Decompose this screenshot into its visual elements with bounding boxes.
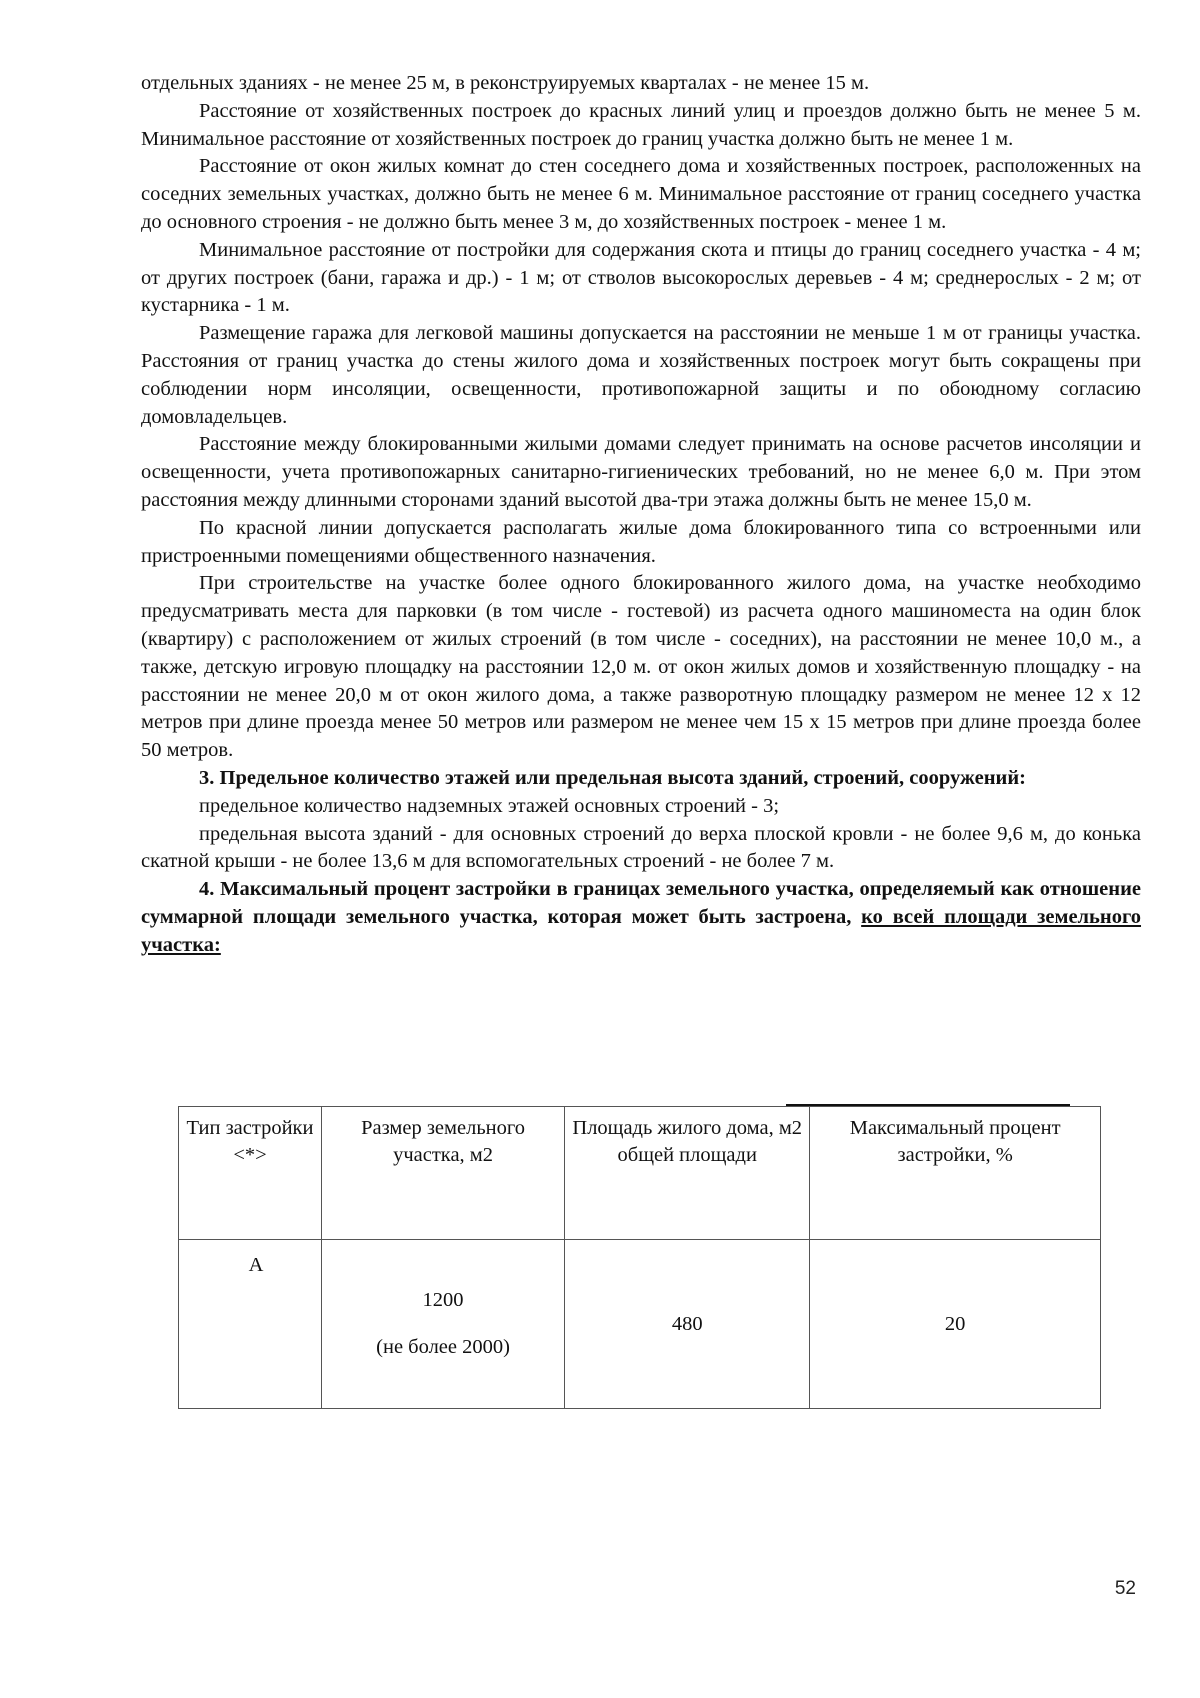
- paragraph-8: При строительстве на участке более одного блокированного жилого дома, на участке необходимо предусматривать места для парковки (в том числе - гостевой) из расчета одного машиноместа на один блок (квартиру) с расположением от жилых строений (в том числе - соседних), на расстоянии не менее 10,0 м., а также, детскую игровую площадку на расстоянии 12,0 м. от окон жилых домов и хозяйственную площадку - на расстоянии не менее 20,0 м от окон жилого дома, а также разворотную площадку размером не менее 12 х 12 метров при длине проезда менее 50 метров или размером не менее чем 15 х 15 метров при длине проезда более 50 метров.: [141, 572, 1141, 762]
- plot-size-value: 1200: [422, 1289, 464, 1311]
- section-4-heading-tail: ко всей площади земельного участка:: [141, 905, 1142, 956]
- document-page: [141, 70, 1141, 960]
- cell-plot-size: [322, 1240, 565, 1409]
- section-3-heading: 3. Предельное количество этажей или предельная высота зданий, строений, сооружений:: [199, 766, 1026, 789]
- paragraph-3: Расстояние от окон жилых комнат до стен соседнего дома и хозяйственных построек, расположенных на соседних земельных участках, должно быть не менее 6 м. Минимальное расстояние от границ соседнего участка до основного строения - не должно быть менее 3 м, до хозяйственных построек - менее 1 м.: [141, 155, 1141, 233]
- paragraph-1: отдельных зданиях - не менее 25 м, в реконструируемых кварталах - не менее 15 м.: [141, 72, 870, 94]
- paragraph-2: Расстояние от хозяйственных построек до красных линий улиц и проездов должно быть не менее 5 м. Минимальное расстояние от хозяйственных построек до границ участка должно быть не менее 1 м.: [141, 99, 1141, 150]
- cell-house-area: 480: [565, 1240, 810, 1409]
- plot-size-note: (не более 2000): [376, 1336, 510, 1358]
- table-row: [179, 1240, 1101, 1409]
- section-4-heading: [141, 876, 1141, 959]
- table-header-row: [179, 1107, 1101, 1240]
- header-type: Тип застройки <*>: [179, 1107, 322, 1240]
- section-3-item-1: предельное количество надземных этажей основных строений - 3;: [199, 794, 780, 817]
- paragraph-6: Расстояние между блокированными жилыми домами следует принимать на основе расчетов инсоляции и освещенности, учета противопожарных санитарно-гигиенических требований, но не менее 6,0 м. При этом расстояния между длинными сторонами зданий высотой два-три этажа должны быть не менее 15,0 м.: [141, 433, 1141, 511]
- section-3-item-2: предельная высота зданий - для основных строений до верха плоской кровли - не более 9,6 м, до конька скатной крыши - не более 13,6 м для вспомогательных строений - не более 7 м.: [141, 822, 1141, 873]
- cell-max-percent: 20: [810, 1240, 1101, 1409]
- page-number: 52: [1114, 1578, 1136, 1599]
- paragraph-5: Размещение гаража для легковой машины допускается на расстоянии не меньше 1 м от границы участка. Расстояния от границ участка до стены жилого дома и хозяйственных построек могут быть сокращены при соблюдении норм инсоляции, освещенности, противопожарной защиты и по обоюдному согласию домовладельцев.: [141, 322, 1141, 428]
- paragraph-7: По красной линии допускается располагать жилые дома блокированного типа со встроенными или пристроенными помещениями общественного назначения.: [141, 516, 1141, 567]
- section-4-heading-main: 4. Максимальный процент застройки в границах земельного участка, определяемый как отношение суммарной площади земельного участка, которая может быть застроена,: [141, 878, 1141, 928]
- header-plot-size: Размер земельного участка, м2: [322, 1107, 565, 1240]
- header-house-area: Площадь жилого дома, м2 общей площади: [565, 1107, 810, 1240]
- paragraph-4: Минимальное расстояние от постройки для содержания скота и птицы до границ соседнего участка - 4 м; от других построек (бани, гаража и др.) - 1 м; от стволов высокорослых деревьев - 4 м; среднерослых - 2 м; от кустарника - 1 м.: [141, 238, 1141, 317]
- cell-type: А: [179, 1240, 322, 1409]
- header-max-percent: Максимальный процент застройки, %: [810, 1107, 1101, 1240]
- building-density-table: [178, 1106, 1101, 1409]
